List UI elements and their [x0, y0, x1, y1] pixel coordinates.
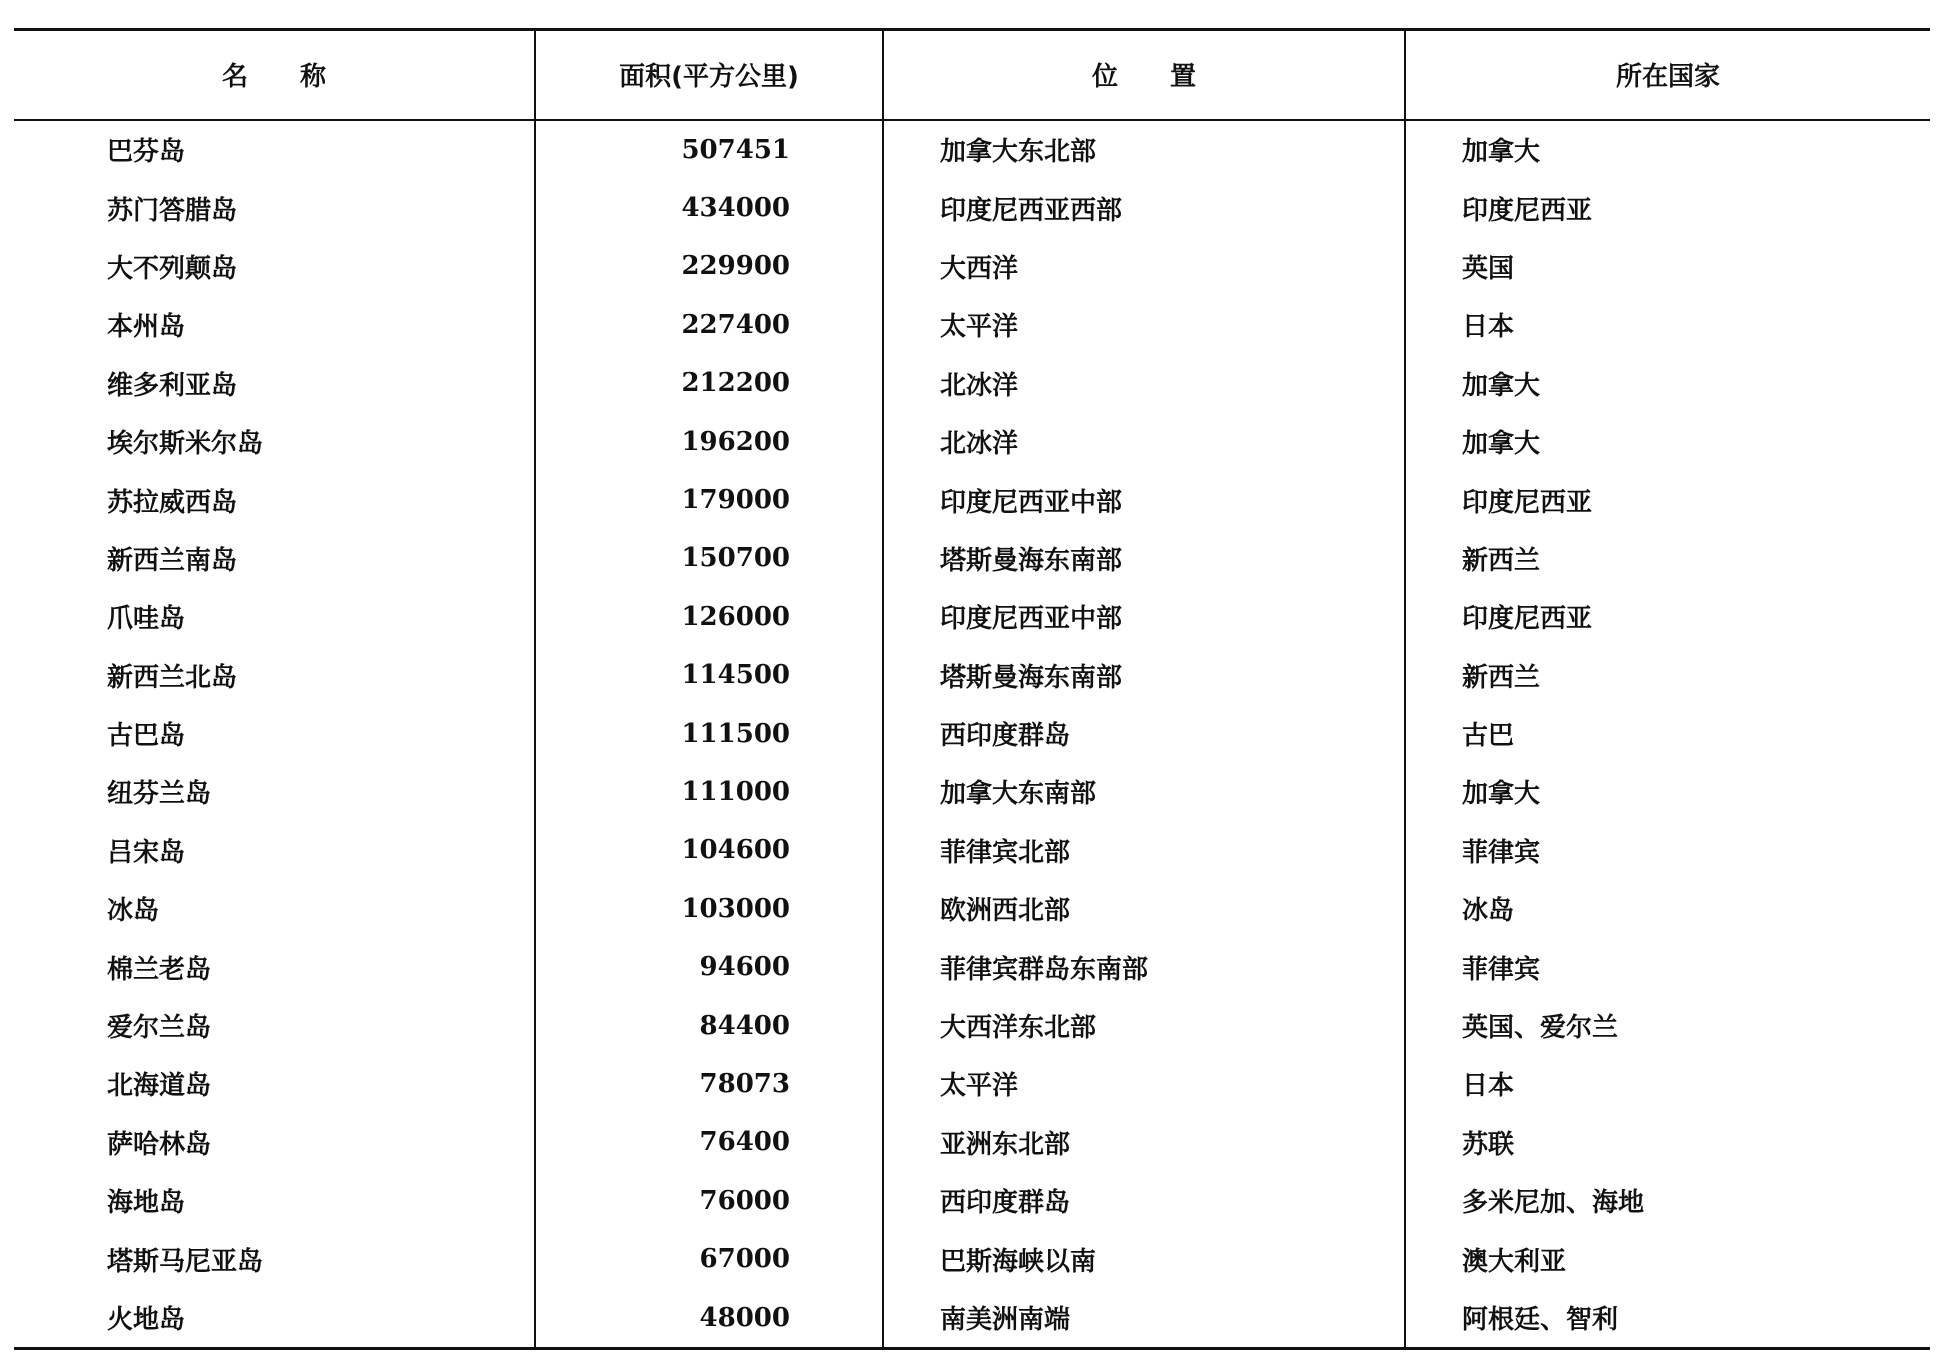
country-cell: 日本 — [1405, 296, 1930, 354]
area-cell: 48000 — [535, 1288, 883, 1348]
area-cell: 196200 — [535, 412, 883, 470]
location-cell: 西印度群岛 — [883, 1172, 1405, 1230]
location-cell: 塔斯曼海东南部 — [883, 529, 1405, 587]
area-cell: 179000 — [535, 471, 883, 529]
location-cell: 太平洋 — [883, 1055, 1405, 1113]
table-row — [14, 1055, 1930, 1113]
area-cell: 150700 — [535, 529, 883, 587]
islands-table-container — [14, 28, 1930, 1350]
location-cell: 北冰洋 — [883, 412, 1405, 470]
area-cell: 114500 — [535, 646, 883, 704]
table-row — [14, 1288, 1930, 1348]
area-cell: 103000 — [535, 880, 883, 938]
table-row — [14, 237, 1930, 295]
island-name-cell: 维多利亚岛 — [107, 370, 238, 401]
area-cell: 111500 — [535, 704, 883, 762]
country-cell: 新西兰 — [1405, 646, 1930, 704]
island-name-cell: 火地岛 — [14, 1288, 535, 1348]
area-cell: 229900 — [535, 237, 883, 295]
header-row — [14, 30, 1930, 120]
country-cell: 苏联 — [1405, 1113, 1930, 1171]
country-cell: 古巴 — [1405, 704, 1930, 762]
country-cell: 英国、爱尔兰 — [1405, 996, 1930, 1054]
island-name-cell: 埃尔斯米尔岛 — [107, 429, 264, 460]
header-name: 名 称 — [14, 30, 535, 120]
table-row — [14, 471, 1930, 529]
location-cell: 印度尼西亚西部 — [883, 179, 1405, 237]
location-cell: 欧洲西北部 — [883, 880, 1405, 938]
country-cell: 加拿大 — [1405, 412, 1930, 470]
area-cell: 212200 — [535, 354, 883, 412]
header-location: 位 置 — [883, 30, 1405, 120]
country-cell: 阿根廷、智利 — [1405, 1288, 1930, 1348]
location-cell: 大西洋 — [883, 237, 1405, 295]
islands-table — [14, 28, 1930, 1350]
area-cell: 76400 — [535, 1113, 883, 1171]
country-cell: 菲律宾 — [1405, 938, 1930, 996]
island-name-cell: 古巴岛 — [107, 721, 186, 752]
country-cell: 冰岛 — [1405, 880, 1930, 938]
island-name-cell: 冰岛 — [107, 896, 160, 927]
table-row — [14, 704, 1930, 762]
area-cell: 126000 — [535, 588, 883, 646]
area-cell: 78073 — [535, 1055, 883, 1113]
island-name-cell: 新西兰南岛 — [107, 545, 238, 576]
area-cell: 94600 — [535, 938, 883, 996]
location-cell: 南美洲南端 — [883, 1288, 1405, 1348]
country-cell: 印度尼西亚 — [1405, 471, 1930, 529]
table-row — [14, 529, 1930, 587]
location-cell: 大西洋东北部 — [883, 996, 1405, 1054]
table-row — [14, 996, 1930, 1054]
location-cell: 亚洲东北部 — [883, 1113, 1405, 1171]
island-name-cell: 萨哈林岛 — [107, 1129, 212, 1160]
location-cell: 加拿大东南部 — [883, 763, 1405, 821]
table-row — [14, 120, 1930, 179]
table-row — [14, 588, 1930, 646]
table-row — [14, 354, 1930, 412]
country-cell: 英国 — [1405, 237, 1930, 295]
island-name-cell: 北海道岛 — [107, 1071, 212, 1102]
area-cell: 76000 — [535, 1172, 883, 1230]
location-cell: 印度尼西亚中部 — [883, 471, 1405, 529]
table-row — [14, 412, 1930, 470]
table-body — [14, 120, 1930, 1349]
country-cell: 加拿大 — [1405, 120, 1930, 179]
area-cell: 111000 — [535, 763, 883, 821]
location-cell: 印度尼西亚中部 — [883, 588, 1405, 646]
location-cell: 菲律宾群岛东南部 — [883, 938, 1405, 996]
area-cell: 84400 — [535, 996, 883, 1054]
island-name-cell: 苏门答腊岛 — [107, 195, 238, 226]
island-name-cell: 棉兰老岛 — [107, 954, 212, 985]
country-cell: 印度尼西亚 — [1405, 179, 1930, 237]
country-cell: 新西兰 — [1405, 529, 1930, 587]
table-row — [14, 763, 1930, 821]
table-row — [14, 296, 1930, 354]
island-name-cell: 爪哇岛 — [107, 604, 186, 635]
country-cell: 加拿大 — [1405, 354, 1930, 412]
header-area: 面积(平方公里) — [535, 30, 883, 120]
header-country: 所在国家 — [1405, 30, 1930, 120]
island-name-cell: 爱尔兰岛 — [107, 1013, 212, 1044]
table-row — [14, 938, 1930, 996]
island-name-cell: 巴芬岛 — [107, 137, 186, 168]
location-cell: 菲律宾北部 — [883, 821, 1405, 879]
country-cell: 印度尼西亚 — [1405, 588, 1930, 646]
location-cell: 塔斯曼海东南部 — [883, 646, 1405, 704]
island-name-cell: 吕宋岛 — [107, 837, 186, 868]
island-name-cell: 苏拉威西岛 — [107, 487, 238, 518]
location-cell: 西印度群岛 — [883, 704, 1405, 762]
table-row — [14, 179, 1930, 237]
table-row — [14, 821, 1930, 879]
island-name-cell: 纽芬兰岛 — [107, 779, 212, 810]
table-row — [14, 1172, 1930, 1230]
island-name-cell: 新西兰北岛 — [107, 662, 238, 693]
location-cell: 太平洋 — [883, 296, 1405, 354]
country-cell: 多米尼加、海地 — [1405, 1172, 1930, 1230]
table-row — [14, 646, 1930, 704]
table-row — [14, 880, 1930, 938]
country-cell: 澳大利亚 — [1405, 1230, 1930, 1288]
island-name-cell: 海地岛 — [107, 1188, 186, 1219]
table-row — [14, 1113, 1930, 1171]
island-name-cell: 本州岛 — [107, 312, 186, 343]
island-name-cell: 塔斯马尼亚岛 — [107, 1246, 264, 1277]
country-cell: 日本 — [1405, 1055, 1930, 1113]
location-cell: 加拿大东北部 — [883, 120, 1405, 179]
area-cell: 507451 — [535, 120, 883, 179]
location-cell: 巴斯海峡以南 — [883, 1230, 1405, 1288]
island-name-cell: 大不列颠岛 — [107, 253, 238, 284]
country-cell: 菲律宾 — [1405, 821, 1930, 879]
location-cell: 北冰洋 — [883, 354, 1405, 412]
area-cell: 227400 — [535, 296, 883, 354]
country-cell: 加拿大 — [1405, 763, 1930, 821]
area-cell: 434000 — [535, 179, 883, 237]
area-cell: 67000 — [535, 1230, 883, 1288]
table-header — [14, 30, 1930, 120]
table-row — [14, 1230, 1930, 1288]
area-cell: 104600 — [535, 821, 883, 879]
